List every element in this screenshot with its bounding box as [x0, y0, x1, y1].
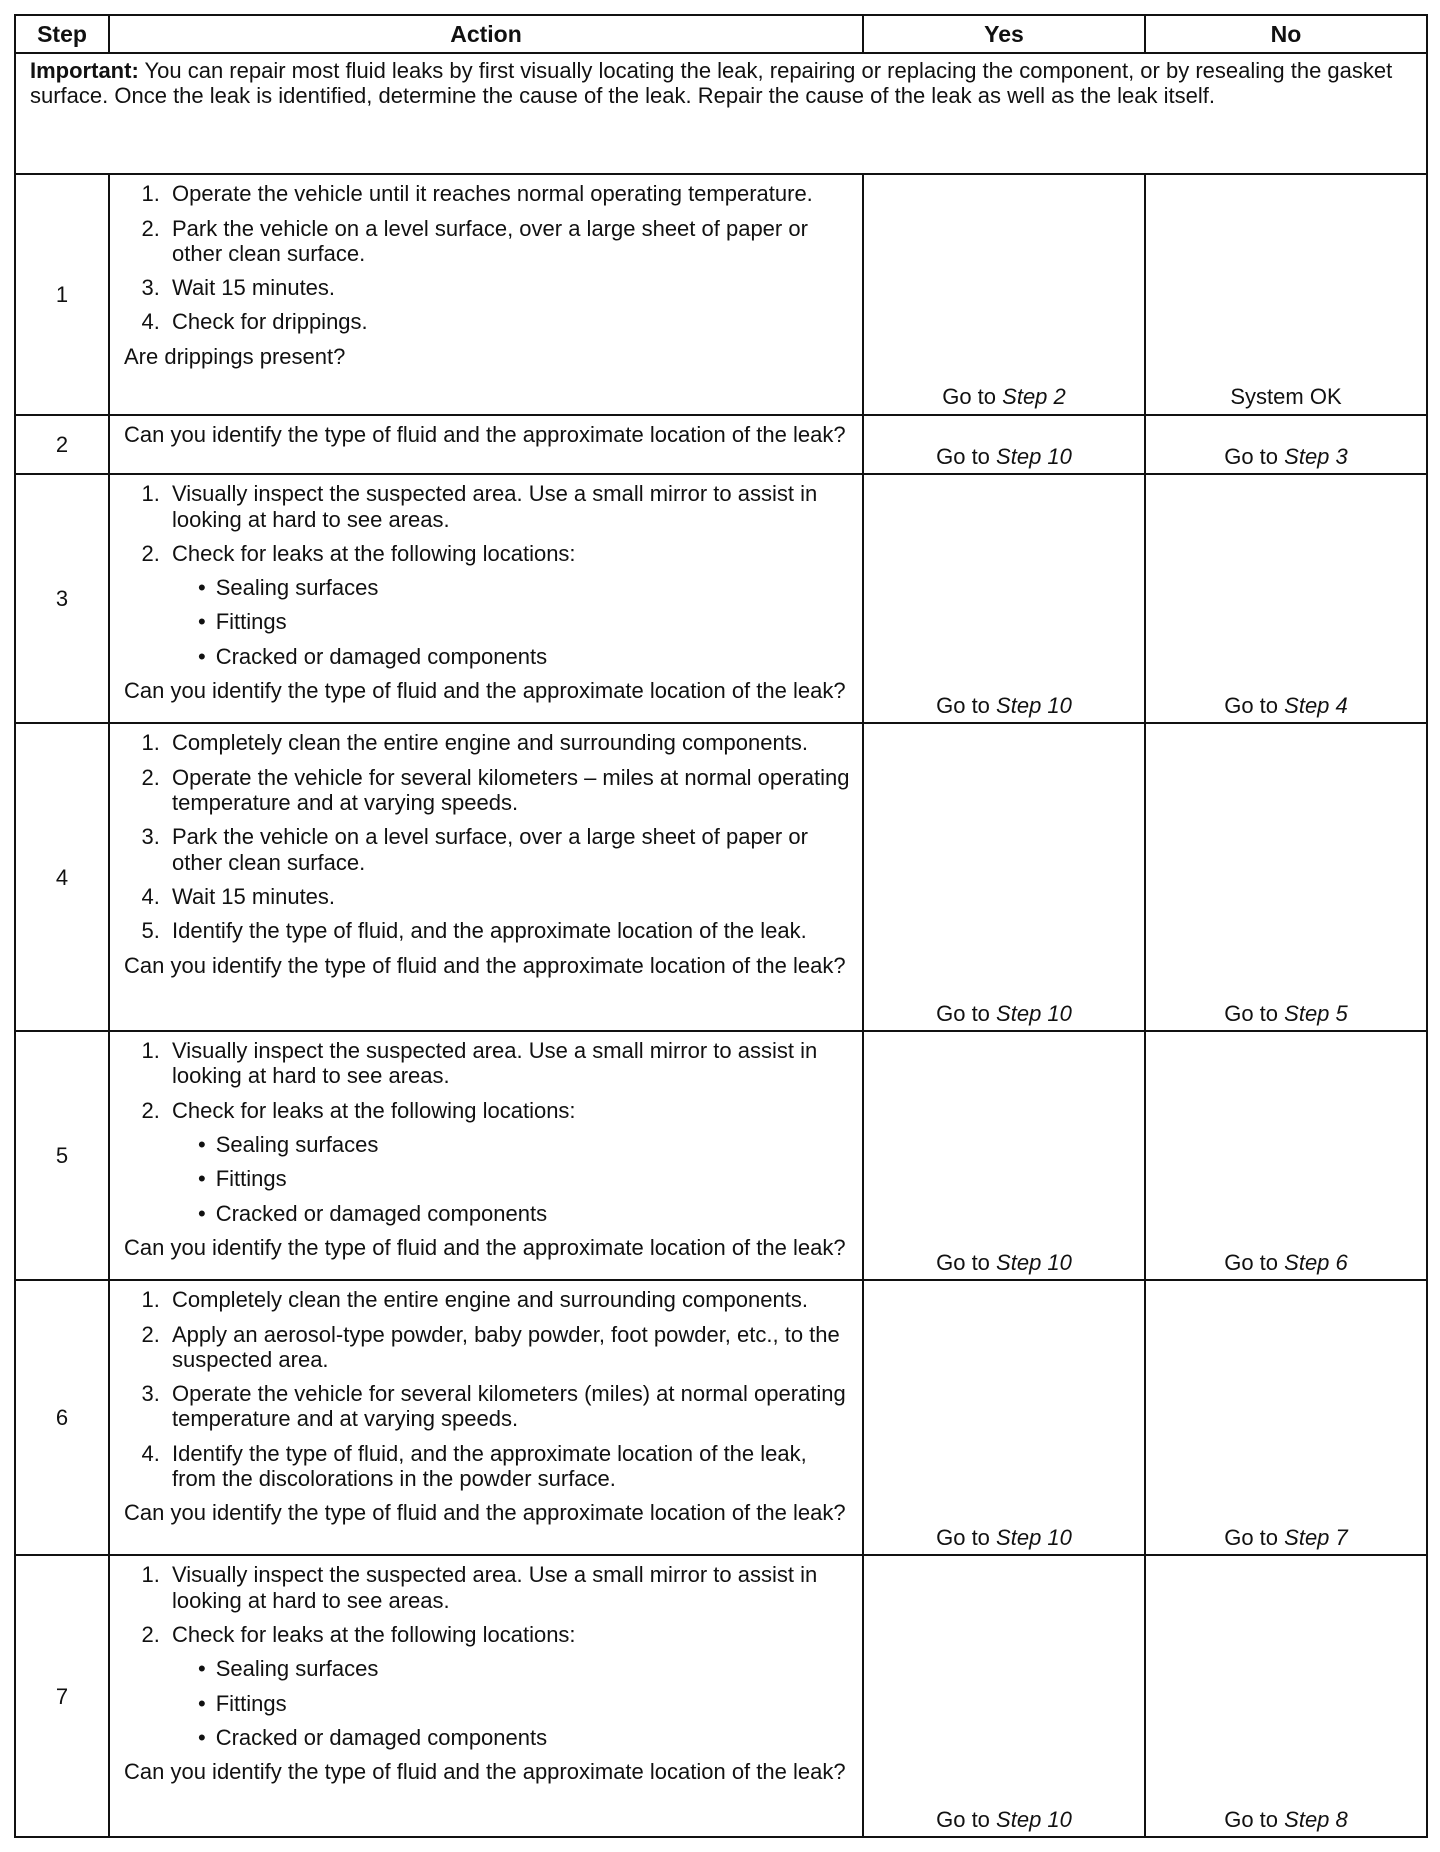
step-row	[15, 723, 1427, 1031]
go-to-prefix: Go to	[936, 1806, 990, 1832]
go-to-step-ref: Step 10	[996, 1249, 1072, 1275]
no-result	[1145, 1280, 1427, 1555]
action-item-text: Wait 15 minutes.	[172, 883, 336, 909]
important-text: You can repair most fluid leaks by first visually locating the leak, repairing or replacing the component, or by resealing the gasket surface. Once the leak is identified, determine the cause of the leak. Repair the cause of the leak as well as the leak itself.	[30, 58, 1393, 109]
step-question: Can you identify the type of fluid and the approximate location of the leak?	[124, 1759, 846, 1785]
header-row	[15, 15, 1427, 53]
go-to-step-ref: Step 10	[996, 444, 1072, 469]
action-item-text: Visually inspect the suspected area. Use a small mirror to assist in looking at hard to see areas.	[172, 1562, 818, 1613]
go-to-step-ref: Step 8	[1284, 1806, 1348, 1832]
header-yes: Yes	[863, 15, 1145, 53]
location-item: • Fittings	[198, 609, 852, 634]
action-item	[166, 918, 852, 943]
step-question: Are drippings present?	[124, 343, 346, 369]
go-to-prefix: Go to	[1224, 1525, 1279, 1551]
action-item-text: Check for leaks at the following locations:	[172, 1097, 576, 1123]
no-result	[1145, 1031, 1427, 1280]
step-action	[109, 1555, 863, 1837]
action-item-text: Identify the type of fluid, and the approximate location of the leak.	[172, 918, 807, 944]
action-item	[166, 309, 852, 334]
action-item	[166, 181, 852, 206]
go-to-prefix: Go to	[1224, 444, 1279, 469]
go-to-prefix: Go to	[1224, 1806, 1279, 1832]
yes-result	[863, 1031, 1145, 1280]
step-row	[15, 474, 1427, 723]
step-action	[109, 474, 863, 723]
action-list	[124, 481, 852, 669]
step-number: 5	[15, 1031, 109, 1280]
action-item-text: Park the vehicle on a level surface, over a large sheet of paper or other clean surface.	[172, 215, 808, 266]
step-action	[109, 174, 863, 414]
go-to-prefix: Go to	[1224, 1249, 1279, 1275]
no-result: System OK	[1145, 174, 1427, 414]
go-to-step-ref: Step 10	[996, 1806, 1072, 1832]
step-row	[15, 1280, 1427, 1555]
action-item-text: Completely clean the entire engine and surrounding components.	[172, 1287, 808, 1313]
location-list	[172, 575, 852, 669]
action-item	[166, 1098, 852, 1226]
go-to-prefix: Go to	[936, 1000, 990, 1026]
action-item	[166, 765, 852, 816]
diagnostic-table	[14, 14, 1428, 1838]
go-to-prefix: Go to	[936, 1249, 990, 1275]
action-item-text: Operate the vehicle for several kilometers (miles) at normal operating temperature and at varying speeds.	[172, 1381, 846, 1432]
location-list	[172, 1132, 852, 1226]
go-to-prefix: Go to	[936, 1525, 990, 1551]
no-result	[1145, 1555, 1427, 1837]
action-item-text: Check for leaks at the following locations:	[172, 1621, 576, 1647]
action-item-text: Wait 15 minutes.	[172, 275, 336, 301]
no-result	[1145, 415, 1427, 475]
step-question: Can you identify the type of fluid and the approximate location of the leak?	[124, 421, 846, 447]
action-list	[124, 181, 852, 334]
action-item	[166, 541, 852, 669]
important-note	[15, 53, 1427, 174]
step-row	[15, 1555, 1427, 1837]
important-row	[15, 53, 1427, 174]
step-row	[15, 1031, 1427, 1280]
action-item-text: Completely clean the entire engine and surrounding components.	[172, 730, 808, 756]
action-item-text: Identify the type of fluid, and the approximate location of the leak, from the discolorations in the powder surface.	[172, 1440, 807, 1492]
action-list	[124, 730, 852, 943]
step-action	[109, 1280, 863, 1555]
header-no: No	[1145, 15, 1427, 53]
location-item: • Sealing surfaces	[198, 575, 852, 600]
go-to-step-ref: Step 10	[996, 693, 1072, 719]
step-action	[109, 415, 863, 475]
location-item: • Fittings	[198, 1166, 852, 1191]
no-result	[1145, 723, 1427, 1031]
action-item-text: Visually inspect the suspected area. Use a small mirror to assist in looking at hard to see areas.	[172, 481, 818, 532]
step-row	[15, 174, 1427, 414]
action-item	[166, 1381, 852, 1432]
go-to-step-ref: Step 6	[1284, 1249, 1348, 1275]
step-number: 1	[15, 174, 109, 414]
action-item	[166, 1622, 852, 1750]
go-to-step-ref: Step 3	[1284, 444, 1348, 469]
yes-result	[863, 723, 1145, 1031]
header-step: Step	[15, 15, 109, 53]
step-action	[109, 723, 863, 1031]
action-item-text: Operate the vehicle for several kilometers – miles at normal operating temperature and at varying speeds.	[172, 764, 850, 816]
step-number: 6	[15, 1280, 109, 1555]
step-number: 3	[15, 474, 109, 723]
action-item-text: Check for drippings.	[172, 309, 368, 335]
go-to-prefix: Go to	[936, 444, 990, 469]
action-item	[166, 1322, 852, 1373]
no-result	[1145, 474, 1427, 723]
step-number: 2	[15, 415, 109, 475]
header-action: Action	[109, 15, 863, 53]
action-item-text: Park the vehicle on a level surface, over a large sheet of paper or other clean surface.	[172, 824, 808, 875]
location-item: • Cracked or damaged components	[198, 1725, 852, 1750]
yes-result	[863, 1280, 1145, 1555]
go-to-step-ref: Step 4	[1284, 693, 1348, 719]
step-question: Can you identify the type of fluid and the approximate location of the leak?	[124, 1234, 846, 1260]
action-item	[166, 730, 852, 755]
location-item: • Cracked or damaged components	[198, 1201, 852, 1226]
action-item-text: Visually inspect the suspected area. Use a small mirror to assist in looking at hard to see areas.	[172, 1038, 818, 1089]
action-item	[166, 1562, 852, 1613]
action-item	[166, 1441, 852, 1492]
step-row	[15, 415, 1427, 475]
table-body	[15, 53, 1427, 1837]
yes-result	[863, 1555, 1145, 1837]
action-item	[166, 1038, 852, 1089]
important-label: Important:	[30, 58, 139, 83]
yes-result	[863, 474, 1145, 723]
yes-result	[863, 174, 1145, 414]
action-item-text: Apply an aerosol-type powder, baby powder, foot powder, etc., to the suspected area.	[172, 1321, 840, 1372]
go-to-step-ref: Step 10	[996, 1525, 1072, 1551]
action-list	[124, 1038, 852, 1226]
go-to-step-ref: Step 2	[1002, 384, 1066, 410]
step-question: Can you identify the type of fluid and the approximate location of the leak?	[124, 1500, 846, 1526]
step-number: 4	[15, 723, 109, 1031]
action-item	[166, 481, 852, 532]
yes-result	[863, 415, 1145, 475]
step-action	[109, 1031, 863, 1280]
action-list	[124, 1562, 852, 1750]
step-number: 7	[15, 1555, 109, 1837]
action-item-text: Check for leaks at the following locations:	[172, 540, 576, 566]
location-item: • Fittings	[198, 1691, 852, 1716]
go-to-prefix: Go to	[1224, 693, 1279, 719]
go-to-step-ref: Step 10	[996, 1000, 1072, 1026]
go-to-prefix: Go to	[942, 384, 997, 410]
location-item: • Sealing surfaces	[198, 1132, 852, 1157]
action-item	[166, 275, 852, 300]
step-question: Can you identify the type of fluid and the approximate location of the leak?	[124, 952, 846, 978]
go-to-prefix: Go to	[936, 693, 990, 719]
go-to-prefix: Go to	[1224, 1000, 1279, 1026]
go-to-step-ref: Step 7	[1284, 1525, 1348, 1551]
action-item	[166, 884, 852, 909]
action-item-text: Operate the vehicle until it reaches normal operating temperature.	[172, 181, 813, 207]
action-item	[166, 824, 852, 875]
location-item: • Sealing surfaces	[198, 1656, 852, 1681]
action-item	[166, 1287, 852, 1312]
location-list	[172, 1656, 852, 1750]
location-item: • Cracked or damaged components	[198, 644, 852, 669]
action-list	[124, 1287, 852, 1491]
go-to-step-ref: Step 5	[1284, 1000, 1348, 1026]
action-item	[166, 216, 852, 267]
step-question: Can you identify the type of fluid and the approximate location of the leak?	[124, 678, 846, 704]
